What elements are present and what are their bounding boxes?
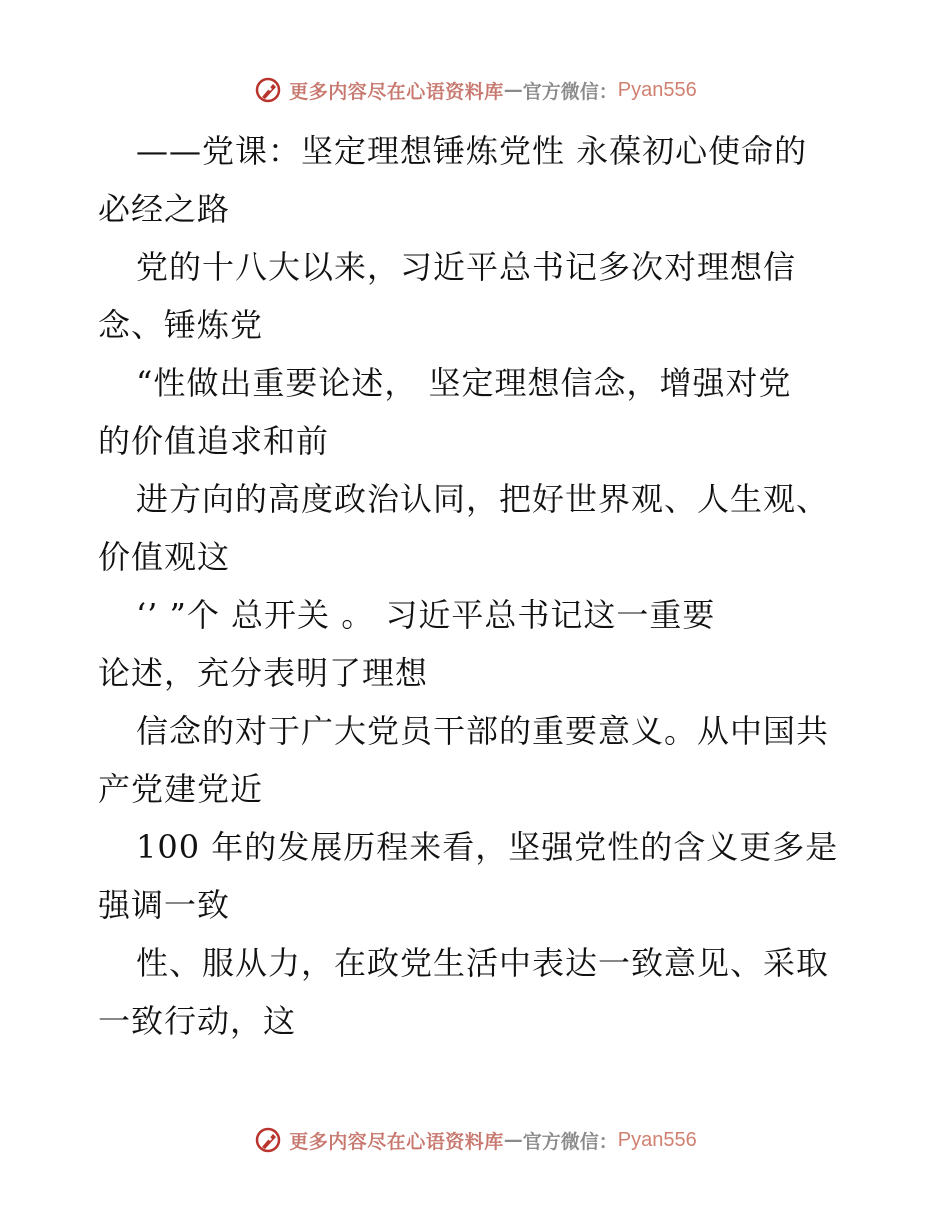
paragraph-line: 强调一致 — [98, 886, 231, 924]
paragraph-line: 100 年的发展历程来看，坚强党性的含义更多是 — [136, 828, 839, 866]
paragraph — [98, 586, 858, 702]
header-banner — [0, 70, 950, 110]
paragraph-line: 党的十八大以来，习近平总书记多次对理想信 — [136, 248, 797, 286]
paragraph — [98, 238, 858, 354]
paragraph — [98, 818, 858, 934]
dash-separator: — — [503, 1129, 523, 1151]
paragraph-line: 论述，充分表明了理想 — [98, 654, 429, 692]
paragraph-line: 性、服从力，在政党生活中表达一致意见、采取 — [136, 944, 830, 982]
paragraph-line: 信念的对于广大党员干部的重要意义。从中国共 — [136, 712, 830, 750]
brand-text: 更多内容尽在心语资料库 — [289, 1130, 504, 1153]
paragraph-line: 一致行动，这 — [98, 1002, 297, 1040]
paragraph-line: 必经之路 — [98, 190, 231, 228]
paragraph-line: 的价值追求和前 — [98, 422, 330, 460]
paragraph-line: ——党课：坚定理想锤炼党性 永葆初心使命的 — [136, 132, 808, 170]
paragraph — [98, 122, 858, 238]
paragraph-line: 价值观这 — [98, 538, 231, 576]
official-label: 官方微信： — [522, 1130, 618, 1153]
brand-text: 更多内容尽在心语资料库 — [289, 80, 504, 103]
paragraph-line: “性做出重要论述， 坚定理想信念，增强对党 — [136, 364, 792, 402]
paragraph-line: 产党建党近 — [98, 770, 264, 808]
paragraph — [98, 934, 858, 1050]
paragraph — [98, 470, 858, 586]
footer-banner — [0, 1120, 950, 1160]
official-label: 官方微信： — [522, 80, 618, 103]
paragraph-line: ‘’ ”个 总开关 。 习近平总书记这一重要 — [136, 596, 716, 634]
wechat-id: Pyan556 — [617, 78, 697, 101]
pen-nib-logo-icon — [253, 75, 283, 105]
dash-separator: — — [503, 79, 523, 101]
paragraph — [98, 702, 858, 818]
paragraph-line: 念、锤炼党 — [98, 306, 264, 344]
document-body — [98, 122, 858, 1050]
paragraph — [98, 354, 858, 470]
paragraph-line: 进方向的高度政治认同，把好世界观、人生观、 — [136, 480, 830, 518]
pen-nib-logo-icon — [253, 1125, 283, 1155]
wechat-id: Pyan556 — [617, 1128, 697, 1151]
